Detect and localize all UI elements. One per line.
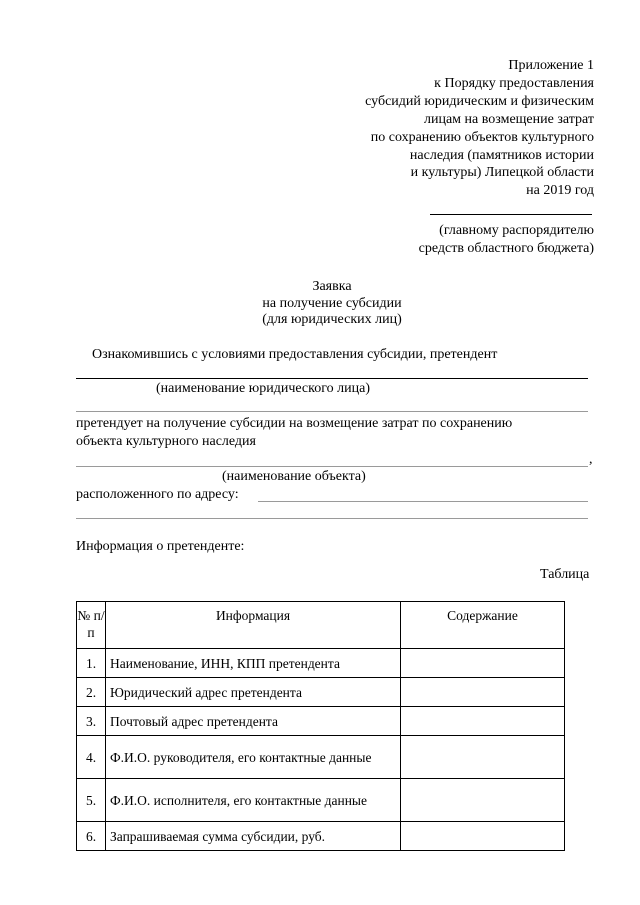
table-row bbox=[77, 736, 565, 779]
recipient-line-2: средств областного бюджета) bbox=[418, 241, 594, 256]
row-content-cell[interactable] bbox=[401, 707, 565, 736]
row-num: 6. bbox=[77, 822, 106, 851]
row-info: Наименование, ИНН, КПП претендента bbox=[106, 649, 401, 678]
table-row bbox=[77, 822, 565, 851]
title-line-1: Заявка bbox=[312, 279, 352, 294]
appendix-line: к Порядку предоставления bbox=[434, 75, 594, 91]
row-info: Запрашиваемая сумма субсидии, руб. bbox=[106, 822, 401, 851]
appendix-line: Приложение 1 bbox=[508, 58, 594, 73]
claims-text-line-1: претендует на получение субсидии на возмещение затрат по сохранению bbox=[76, 416, 513, 431]
row-info: Юридический адрес претендента bbox=[106, 678, 401, 707]
table-row bbox=[77, 779, 565, 822]
appendix-line: по сохранению объектов культурного bbox=[370, 129, 594, 145]
appendix-line: субсидий юридическим и физическим bbox=[365, 93, 594, 109]
appendix-line: на 2019 год bbox=[526, 183, 594, 199]
row-content-cell[interactable] bbox=[401, 779, 565, 822]
row-num: 2. bbox=[77, 678, 106, 707]
row-num: 1. bbox=[77, 649, 106, 678]
row-content-cell[interactable] bbox=[401, 649, 565, 678]
intro-text: Ознакомившись с условиями предоставления субсидии, претендент bbox=[92, 347, 498, 362]
applicant-info-table bbox=[76, 601, 565, 851]
table-row bbox=[77, 678, 565, 707]
recipient-block bbox=[419, 222, 594, 258]
address-blank[interactable] bbox=[258, 501, 588, 502]
object-name-blank[interactable] bbox=[76, 466, 588, 467]
address-label: расположенного по адресу: bbox=[76, 487, 239, 502]
row-info: Почтовый адрес претендента bbox=[106, 707, 401, 736]
entity-name-blank[interactable] bbox=[76, 378, 588, 379]
row-info: Ф.И.О. руководителя, его контактные данные bbox=[106, 736, 401, 779]
object-caption: (наименование объекта) bbox=[222, 469, 366, 484]
row-num: 4. bbox=[77, 736, 106, 779]
title-line-2: на получение субсидии bbox=[262, 295, 402, 311]
entity-name-blank-2[interactable] bbox=[76, 411, 588, 412]
table-row bbox=[77, 707, 565, 736]
header-num: № п/п bbox=[77, 602, 106, 649]
address-blank-2[interactable] bbox=[76, 518, 588, 519]
row-content-cell[interactable] bbox=[401, 822, 565, 851]
appendix-line: наследия (памятников истории bbox=[409, 147, 594, 163]
recipient-line-1: (главному распорядителю bbox=[439, 223, 594, 238]
appendix-line: лицам на возмещение затрат bbox=[423, 111, 594, 127]
recipient-blank-line[interactable] bbox=[430, 214, 592, 215]
row-num: 5. bbox=[77, 779, 106, 822]
appendix-header bbox=[365, 57, 594, 200]
claims-text-line-2: объекта культурного наследия bbox=[76, 434, 256, 449]
row-num: 3. bbox=[77, 707, 106, 736]
row-content-cell[interactable] bbox=[401, 736, 565, 779]
document-title bbox=[0, 279, 640, 329]
entity-caption: (наименование юридического лица) bbox=[156, 381, 370, 396]
row-info: Ф.И.О. исполнителя, его контактные данные bbox=[106, 779, 401, 822]
appendix-line: и культуры) Липецкой области bbox=[410, 165, 594, 181]
row-content-cell[interactable] bbox=[401, 678, 565, 707]
comma: , bbox=[589, 452, 593, 467]
table-label: Таблица bbox=[540, 567, 590, 582]
header-info: Информация bbox=[106, 602, 401, 649]
info-heading: Информация о претенденте: bbox=[76, 539, 245, 554]
table-row bbox=[77, 649, 565, 678]
title-line-3: (для юридических лиц) bbox=[262, 312, 402, 327]
table-header-row bbox=[77, 602, 565, 649]
header-content: Содержание bbox=[401, 602, 565, 649]
